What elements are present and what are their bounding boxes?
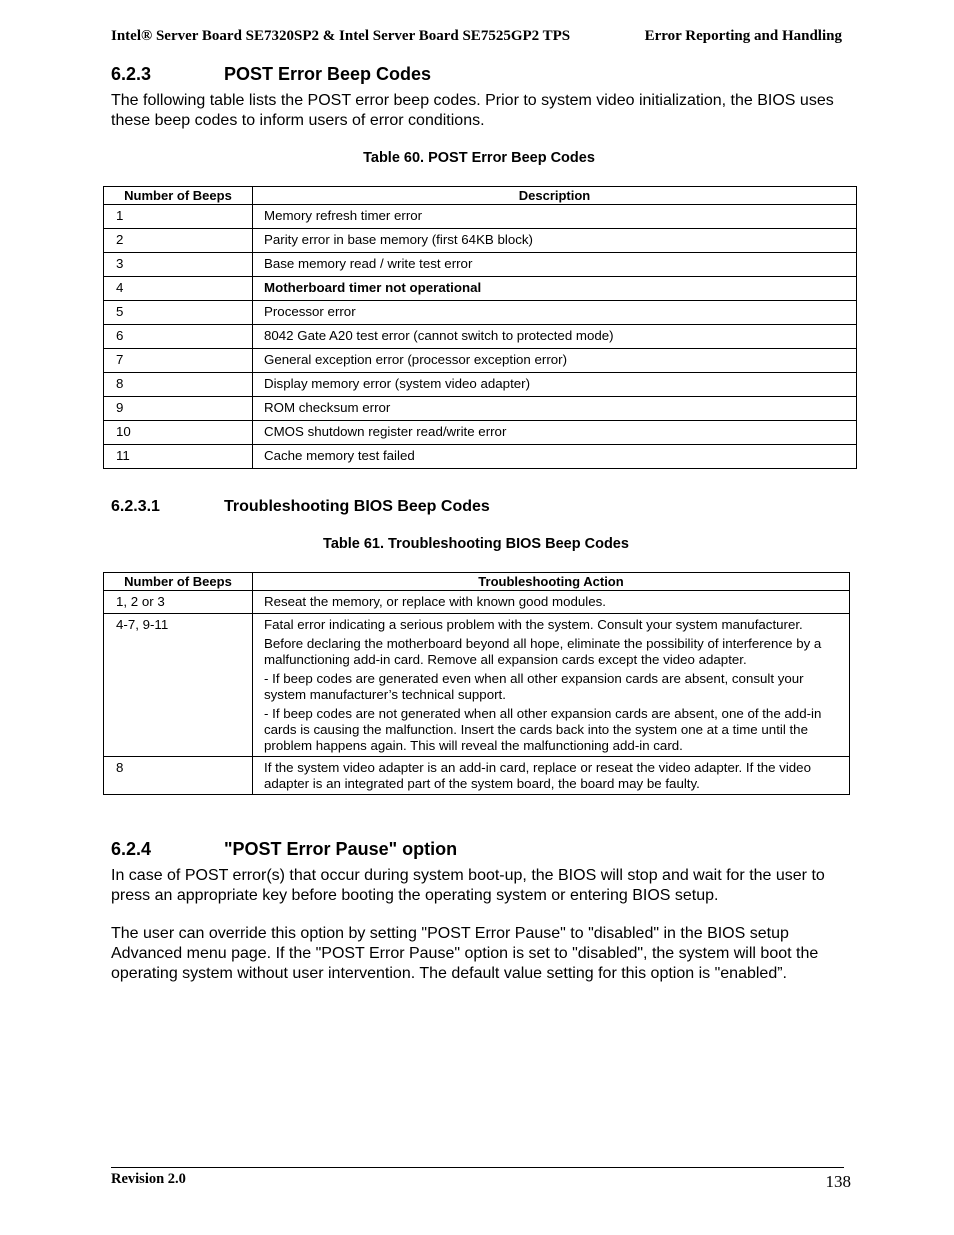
- description-cell: Display memory error (system video adapter): [253, 373, 857, 397]
- column-header: Troubleshooting Action: [253, 573, 850, 591]
- action-paragraph: If the system video adapter is an add-in card, replace or reseat the video adapter. If the video adapter is an integrated part of the system board, the board may be faulty.: [264, 760, 811, 791]
- pause-paragraph-2: The user can override this option by setting "POST Error Pause" to "disabled" in the BIOS setup Advanced menu page. If the "POST Error Pause" option is set to "disabled", the system will boot the operating system without user intervention. The default value setting for this option is "enabled”.: [111, 925, 819, 982]
- table-row: [104, 205, 857, 229]
- page-number: 138: [825, 1172, 851, 1191]
- pause-paragraph-1: In case of POST error(s) that occur during system boot-up, the BIOS will stop and wait for the user to press an appropriate key before booting the operating system or entering BIOS setup.: [111, 867, 825, 904]
- action-paragraph: - If beep codes are generated even when all other expansion cards are absent, consult your system manufacturer’s technical support.: [264, 671, 804, 702]
- intro-paragraph: The following table lists the POST error beep codes. Prior to system video initialization, the BIOS uses these beep codes to inform users of error conditions.: [111, 92, 834, 129]
- table-row: [104, 325, 857, 349]
- action-paragraph: Reseat the memory, or replace with known good modules.: [264, 594, 606, 609]
- beeps-cell: 8: [104, 373, 253, 397]
- beeps-cell: 4-7, 9-11: [104, 614, 253, 757]
- action-cell: [253, 757, 850, 795]
- beeps-cell: 11: [104, 445, 253, 469]
- footer-revision: Revision 2.0: [111, 1171, 186, 1187]
- beeps-cell: 3: [104, 253, 253, 277]
- description-cell: 8042 Gate A20 test error (cannot switch to protected mode): [253, 325, 857, 349]
- table-row: [104, 397, 857, 421]
- section-title: "POST Error Pause" option: [224, 839, 458, 859]
- table-row: [104, 373, 857, 397]
- table-row: [104, 591, 850, 614]
- section-number: 6.2.3: [111, 64, 152, 84]
- table-row: [104, 277, 857, 301]
- action-cell: [253, 591, 850, 614]
- action-paragraph: - If beep codes are not generated when all other expansion cards are absent, one of the add-in cards is causing the malfunction. Insert the cards back into the system one at a time until the problem happens again. This will reveal the malfunctioning add-in card.: [264, 706, 822, 753]
- column-header: Number of Beeps: [104, 573, 253, 591]
- section-number: 6.2.4: [111, 839, 152, 859]
- description-cell: Motherboard timer not operational: [253, 277, 857, 301]
- table-row: [104, 301, 857, 325]
- header-document-title: Intel® Server Board SE7320SP2 & Intel Server Board SE7525GP2 TPS: [111, 28, 571, 44]
- description-cell: Memory refresh timer error: [253, 205, 857, 229]
- table-row: [104, 229, 857, 253]
- beeps-cell: 1: [104, 205, 253, 229]
- table-row: [104, 349, 857, 373]
- beeps-cell: 5: [104, 301, 253, 325]
- description-cell: Processor error: [253, 301, 857, 325]
- table-row: [104, 614, 850, 757]
- description-cell: ROM checksum error: [253, 397, 857, 421]
- table-row: [104, 445, 857, 469]
- beeps-cell: 7: [104, 349, 253, 373]
- header-chapter-title: Error Reporting and Handling: [644, 28, 842, 44]
- action-paragraph: Fatal error indicating a serious problem with the system. Consult your system manufacturer.: [264, 617, 803, 632]
- table-row: [104, 253, 857, 277]
- table-header-row: [104, 573, 850, 591]
- table-60-caption: Table 60. POST Error Beep Codes: [363, 150, 595, 166]
- action-paragraph: Before declaring the motherboard beyond all hope, eliminate the possibility of interference by a malfunctioning add-in card. Remove all expansion cards except the video adapter.: [264, 636, 822, 667]
- description-cell: General exception error (processor exception error): [253, 349, 857, 373]
- table-header-row: [104, 187, 857, 205]
- description-cell: Cache memory test failed: [253, 445, 857, 469]
- description-cell: Base memory read / write test error: [253, 253, 857, 277]
- beeps-cell: 8: [104, 757, 253, 795]
- table-61-caption: Table 61. Troubleshooting BIOS Beep Codes: [323, 536, 629, 552]
- beeps-cell: 9: [104, 397, 253, 421]
- section-title: Troubleshooting BIOS Beep Codes: [224, 498, 490, 515]
- section-heading-6-2-4: [111, 839, 457, 860]
- section-heading-6-2-3-1: [111, 498, 490, 516]
- post-error-beep-codes-table: [103, 186, 857, 469]
- column-header: Number of Beeps: [104, 187, 253, 205]
- description-cell: Parity error in base memory (first 64KB block): [253, 229, 857, 253]
- section-title: POST Error Beep Codes: [224, 64, 432, 84]
- troubleshooting-beep-codes-table: [103, 572, 850, 795]
- section-number: 6.2.3.1: [111, 498, 160, 515]
- column-header: Description: [253, 187, 857, 205]
- beeps-cell: 4: [104, 277, 253, 301]
- table-row: [104, 421, 857, 445]
- table-row: [104, 757, 850, 795]
- section-heading-6-2-3: [111, 64, 431, 85]
- beeps-cell: 2: [104, 229, 253, 253]
- action-cell: [253, 614, 850, 757]
- beeps-cell: 6: [104, 325, 253, 349]
- beeps-cell: 10: [104, 421, 253, 445]
- description-cell: CMOS shutdown register read/write error: [253, 421, 857, 445]
- footer-divider: [111, 1167, 844, 1168]
- beeps-cell: 1, 2 or 3: [104, 591, 253, 614]
